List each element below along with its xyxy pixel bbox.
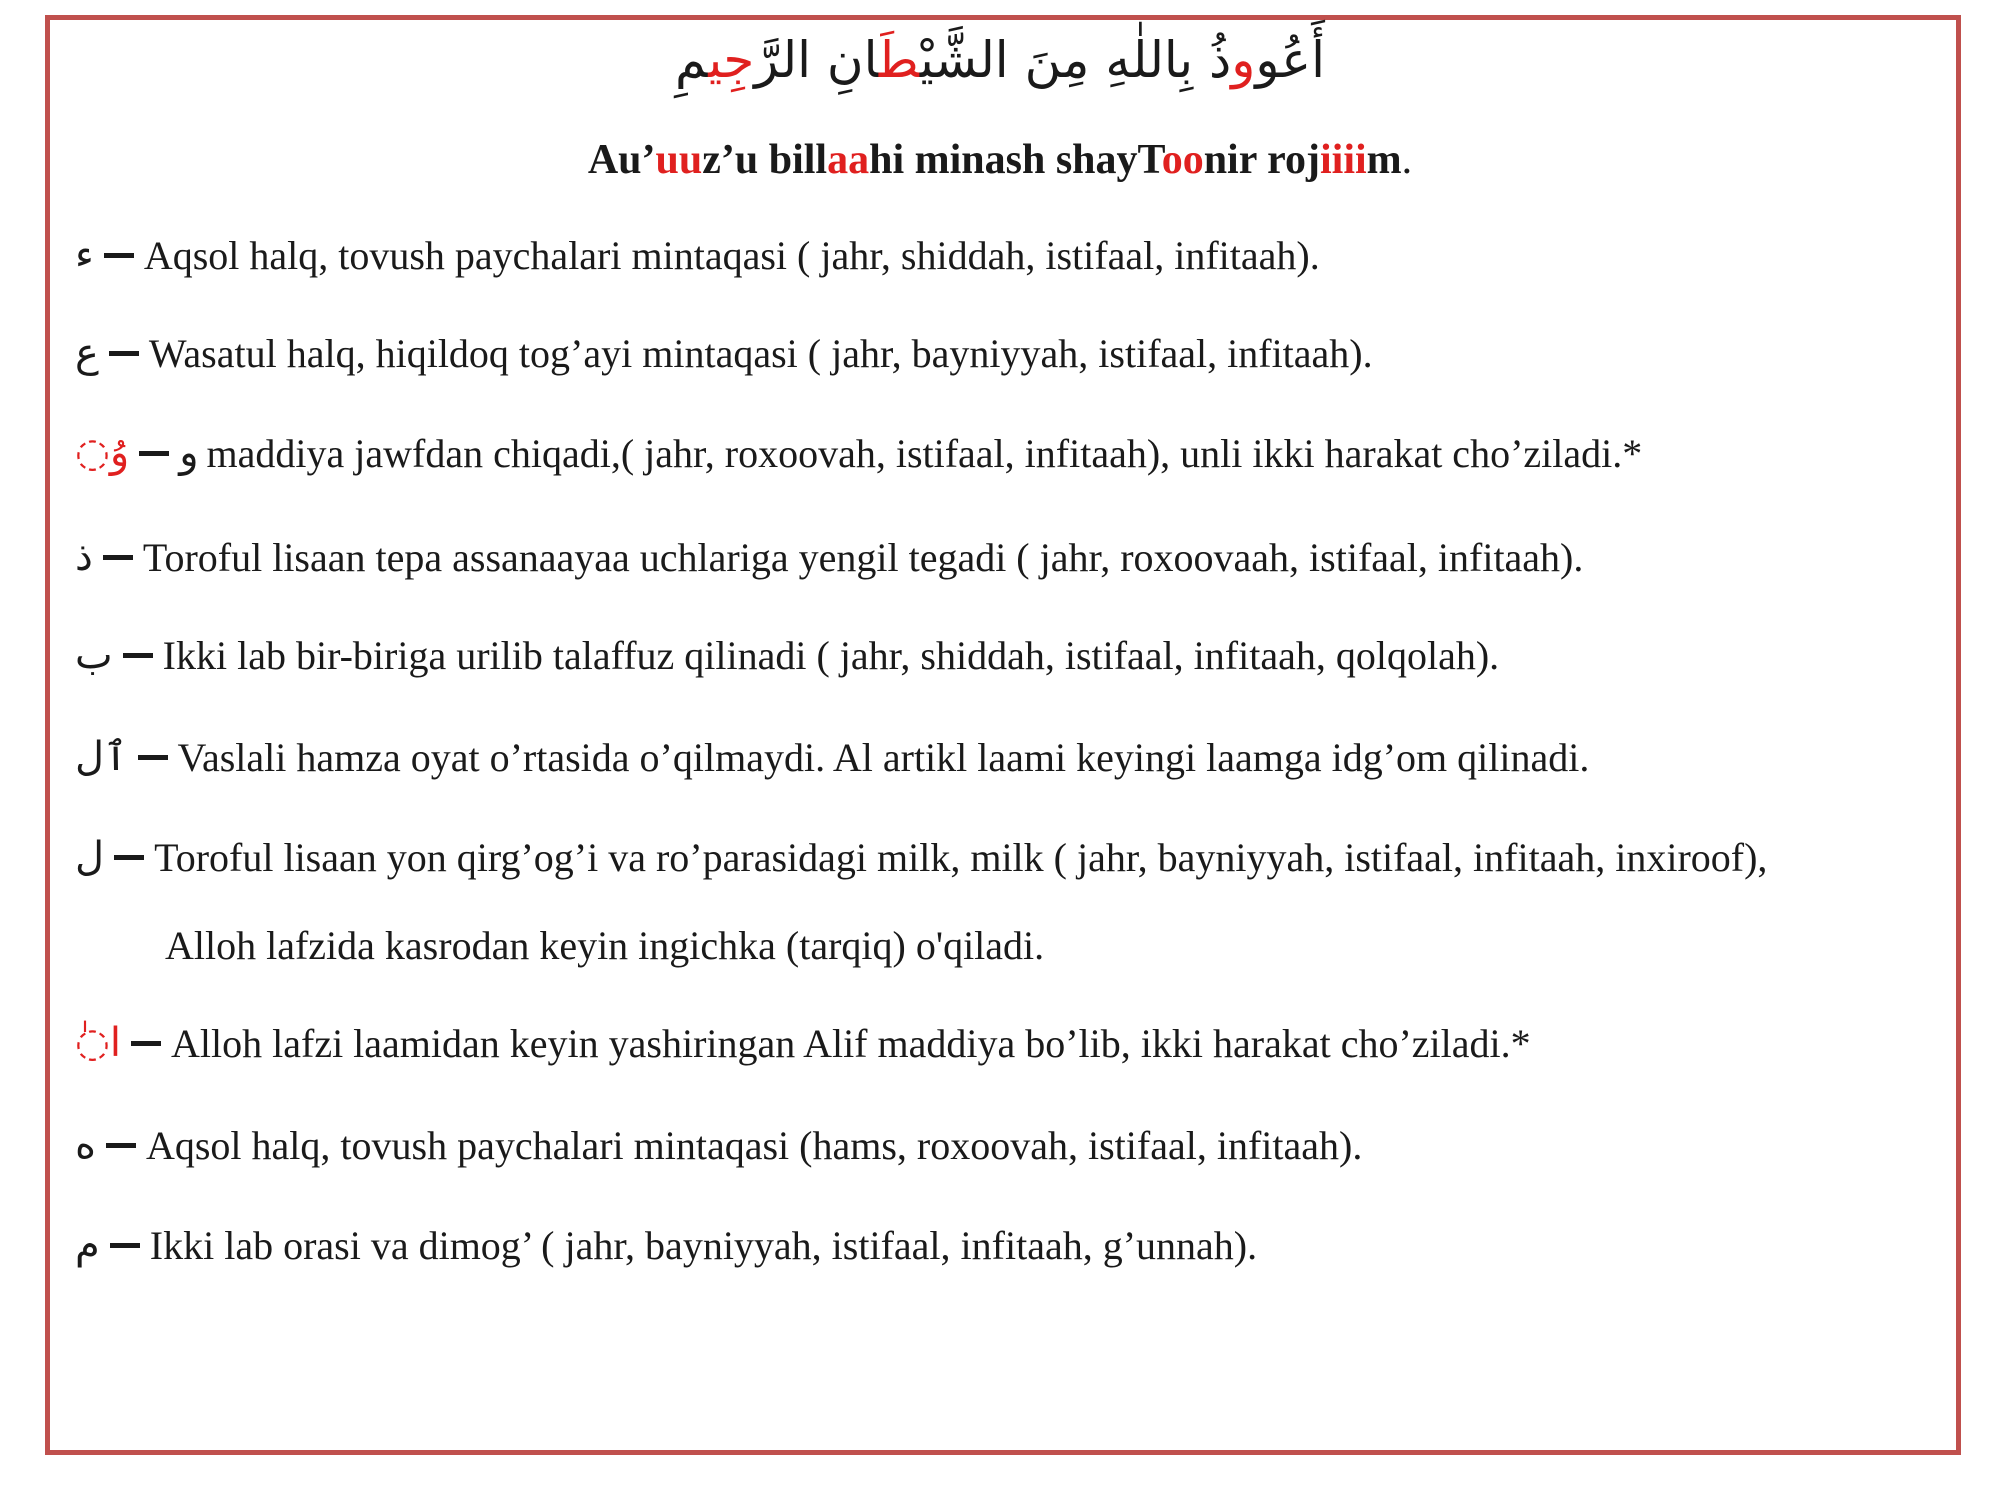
translit-highlight: oo bbox=[1161, 137, 1204, 183]
arabic-letter: ء bbox=[75, 232, 94, 278]
list-item bbox=[75, 220, 1960, 290]
dash bbox=[131, 1041, 161, 1046]
row-text: Toroful lisaan tepa assanaayaa uchlariga yengil tegadi ( jahr, roxoovaah, istifaal, infitaah). bbox=[142, 534, 1584, 580]
arabic-letter: ه bbox=[75, 1122, 96, 1168]
list-item bbox=[75, 1210, 1960, 1280]
translit-highlight: iiii bbox=[1319, 137, 1367, 183]
row-text: Aqsol halq, tovush paychalari mintaqasi ( jahr, shiddah, istifaal, infitaah). bbox=[143, 232, 1320, 278]
dash bbox=[123, 653, 153, 658]
arabic-letter: ب bbox=[75, 632, 113, 678]
dash bbox=[109, 351, 139, 356]
dash bbox=[110, 1243, 140, 1248]
list-item bbox=[75, 1008, 1960, 1078]
dash bbox=[114, 855, 144, 860]
list-item bbox=[75, 318, 1960, 388]
dash bbox=[104, 253, 134, 258]
arabic-letter: ع bbox=[75, 330, 99, 376]
row-text: Aqsol halq, tovush paychalari mintaqasi (hams, roxoovah, istifaal, infitaah). bbox=[145, 1122, 1363, 1168]
list-item bbox=[75, 822, 1960, 892]
translit-highlight: aa bbox=[827, 137, 870, 183]
row-text: Ikki lab bir-biriga urilib talaffuz qilinadi ( jahr, shiddah, istifaal, infitaah, qolqolah). bbox=[162, 632, 1500, 678]
arabic-letter-highlight: وُ◌ bbox=[75, 430, 130, 476]
list-item-continuation bbox=[165, 915, 1960, 975]
list-item bbox=[75, 418, 1960, 488]
arabic-letter: ٱل bbox=[75, 734, 128, 780]
list-item bbox=[75, 1110, 1960, 1180]
arabic-highlight: و bbox=[1231, 31, 1256, 89]
row-text: Vaslali hamza oyat o’rtasida o’qilmaydi. Al artikl laami keyingi laamga idg’om qilinadi. bbox=[177, 734, 1590, 780]
dash bbox=[103, 555, 133, 560]
row-text: Wasatul halq, hiqildoq tog’ayi mintaqasi ( jahr, bayniyyah, istifaal, infitaah). bbox=[148, 330, 1373, 376]
arabic-letter: ل bbox=[75, 834, 105, 880]
arabic-letter: و bbox=[179, 430, 199, 476]
dash bbox=[106, 1143, 136, 1148]
row-text: Ikki lab orasi va dimog’ ( jahr, bayniyyah, istifaal, infitaah, g’unnah). bbox=[149, 1222, 1258, 1268]
arabic-highlight: جِي bbox=[708, 31, 755, 89]
row-text: Alloh lafzida kasrodan keyin ingichka (tarqiq) o'qiladi. bbox=[165, 922, 1045, 968]
arabic-letter: م bbox=[75, 1222, 100, 1268]
row-text: Toroful lisaan yon qirg’og’i va ro’parasidagi milk, milk ( jahr, bayniyyah, istifaal, infitaah, inxiroof), bbox=[154, 834, 1768, 880]
row-text: maddiya jawfdan chiqadi,( jahr, roxoovah, istifaal, infitaah), unli ikki harakat cho’ziladi.* bbox=[206, 430, 1643, 476]
arabic-letter-highlight: ا◌ٰ bbox=[75, 1020, 122, 1066]
transliteration-title: Au’uuz’u billaahi minash shayToonir rojiiiim. bbox=[587, 137, 1413, 183]
arabic-title: أَعُووذُ بِاللهِ مِنَ الشَّيْطَانِ الرَّجِيمِ bbox=[675, 31, 1325, 89]
list-item bbox=[75, 620, 1960, 690]
arabic-letter: ذ bbox=[75, 534, 93, 580]
list-item bbox=[75, 722, 1960, 792]
translit-highlight: uu bbox=[655, 137, 703, 183]
list-item bbox=[75, 522, 1960, 592]
arabic-highlight: طَ bbox=[878, 31, 920, 89]
dash bbox=[138, 755, 168, 760]
dash bbox=[139, 451, 169, 456]
row-text: Alloh lafzi laamidan keyin yashiringan Alif maddiya bo’lib, ikki harakat cho’ziladi.* bbox=[171, 1020, 1531, 1066]
